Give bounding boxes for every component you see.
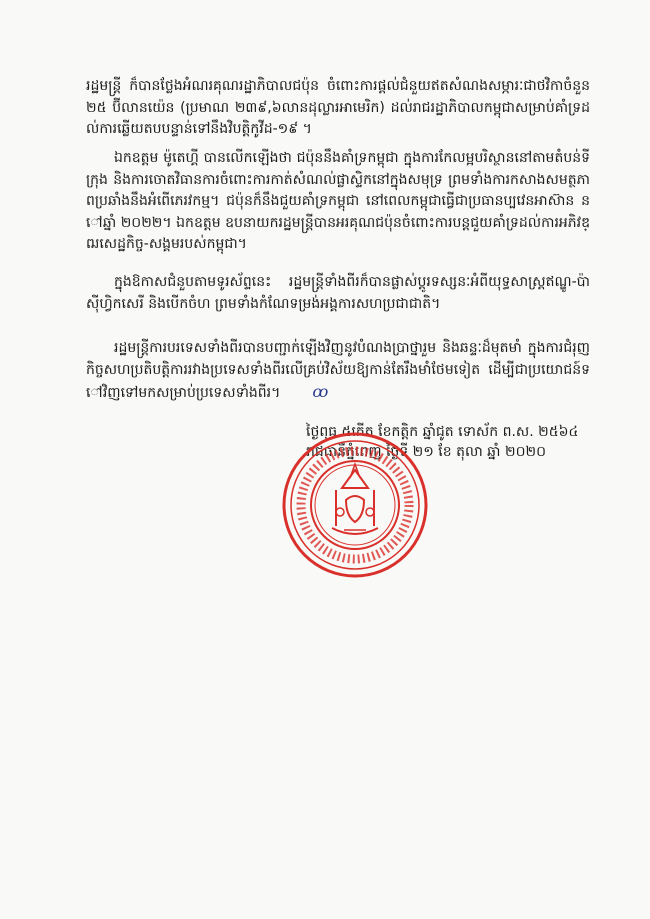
lunar-date: ថ្ងៃពុធ ៥កើត ខែកត្តិក ឆ្នាំជូត ទោស័ក ព.ស. ២៥៦៤ <box>306 424 579 440</box>
paragraph-3: ក្នុងឱកាសជំនួបតាមទូរស័ព្ទនេះ រដ្ឋមន្ត្រីទាំងពីរក៏បានផ្លាស់ប្ដូរទស្សនៈអំពីយុទ្ធសាស្ត្រឥណ្ឌូ-ប៉ាស៊ីហ្វិកសេរី និងបើកចំហ ព្រមទាំងកំណែទម្រង់អង្គការសហប្រជាជាតិ។ <box>86 274 590 312</box>
official-seal-icon <box>280 430 430 580</box>
paragraph-4 <box>86 338 590 405</box>
paragraph-2: ឯកឧត្តម ម៉ូតេហ្គី បានលើកឡើងថា ជប៉ុននឹងគាំទ្រកម្ពុជា ក្នុងការកែលម្អបរិស្ថាននៅតាមតំបន់ទីក្រុង និងការចោតវិធានការចំពោះការកាត់សំណល់ផ្លាស្ទិកនៅក្នុងសមុទ្រ ព្រមទាំងការកសាងសមត្ថភាពប្រឆាំងនឹងអំពើភេរវកម្ម។ ជប៉ុនក៏នឹងជួយគាំទ្រកម្ពុជា នៅពេលកម្ពុជាធ្វើជាប្រធានប្បវេនអាស៊ាន នៅឆ្នាំ ២០២២។ ឯកឧត្តម ឧបនាយករដ្ឋមន្ត្រីបានអរគុណជប៉ុនចំពោះការបន្តជួយគាំទ្រដល់ការអភិវឌ្ឍសេដ្ឋកិច្ច-សង្គមរបស់កម្ពុជា។ <box>86 150 590 252</box>
handwritten-initials: ꝏ <box>312 382 329 401</box>
solar-date: រាជធានីភ្នំពេញ ថ្ងៃទី ២១ ខែ តុលា ឆ្នាំ ២០២០ <box>306 444 546 460</box>
paragraph-4-text: រដ្ឋមន្ត្រីការបរទេសទាំងពីរបានបញ្ជាក់ឡើងវិញនូវបំណងប្រាថ្នារួម និងឆន្ទៈដ៏មុតមាំ ក្នុងការជំរុញកិច្ចសហប្រតិបត្តិការរវាងប្រទេសទាំងពីរលើគ្រប់វិស័យឱ្យកាន់តែរឹងមាំថែមទៀត ដើម្បីជាប្រយោជន៍ទៅវិញទៅមកសម្រាប់ប្រទេសទាំងពីរ។ <box>86 340 590 401</box>
paragraph-1: រដ្ឋមន្ត្រី ក៏បានថ្លែងអំណរគុណរដ្ឋាភិបាលជប៉ុន ចំពោះការផ្ដល់ជំនួយឥតសំណងសម្ភារៈជាថវិកាចំនួន ២៥ ប៊ីលានយ៉េន (ប្រមាណ ២៣៩,៦លានដុល្លារអាមេរិក) ដល់រាជរដ្ឋាភិបាលកម្ពុជាសម្រាប់គាំទ្រដល់ការឆ្លើយតបបន្ទាន់ទៅនឹងវិបត្តិកូវីដ-១៩ ។ <box>86 78 590 137</box>
